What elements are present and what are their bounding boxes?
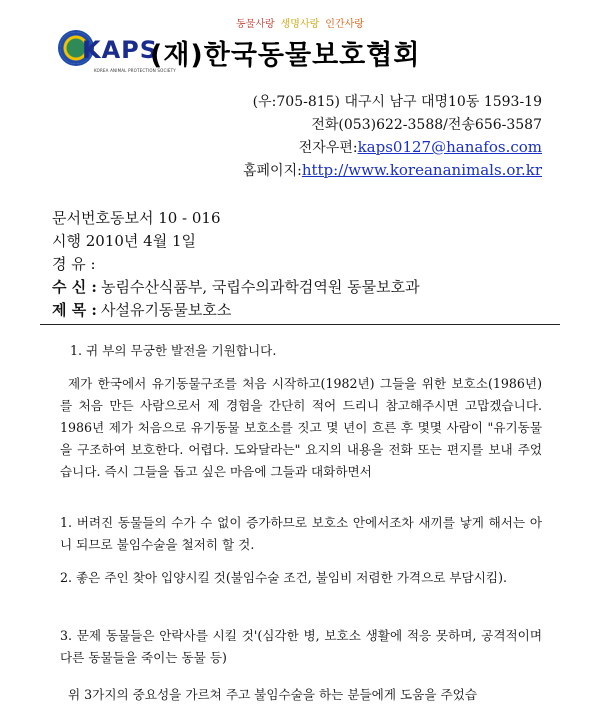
document-number: 문서번호동보서 10 - 016 bbox=[52, 209, 221, 227]
recipient-line bbox=[52, 276, 420, 297]
greeting-text: 1. 귀 부의 무궁한 발전을 기원합니다. bbox=[70, 343, 277, 358]
via-label: 경 유 : bbox=[52, 255, 96, 273]
homepage-link[interactable]: http://www.koreananimals.or.kr bbox=[301, 161, 542, 179]
recipient-value: 농림수산식품부, 국립수의과학검역원 동물보호과 bbox=[100, 278, 420, 296]
item-3-text: 3. 문제 동물들은 안락사를 시킬 것'(심각한 병, 보호소 생활에 적응 못하며, 공격적이며 다른 동물들을 죽이는 동물 등) bbox=[60, 628, 542, 665]
email-label: 전자우편: bbox=[298, 140, 358, 156]
recipient-label: 수 신 : bbox=[52, 278, 97, 296]
kaps-logo bbox=[60, 30, 176, 80]
email-link[interactable]: kaps0127@hanafos.com bbox=[357, 138, 542, 156]
list-item-3 bbox=[60, 625, 542, 669]
item-2-text: 2. 좋은 주인 찾아 입양시킬 것(불임수술 조건, 불임비 저렴한 가격으로 부담시킴). bbox=[60, 570, 508, 585]
tagline-animal-love: 동물사랑 bbox=[236, 19, 275, 30]
organization-name: (재)한국동물보호협회 bbox=[150, 40, 421, 71]
email-line bbox=[299, 137, 542, 157]
homepage-label: 홈페이지: bbox=[243, 163, 302, 179]
tagline-life-love: 생명사랑 bbox=[280, 19, 320, 30]
issue-date: 시행 2010년 4월 1일 bbox=[52, 232, 197, 250]
postal-address: (우:705-815) 대구시 남구 대명10동 1593-19 bbox=[252, 94, 542, 110]
background-text: 제가 한국에서 유기동물구조를 처음 시작하고(1982년) 그들을 위한 보호소(1986년)를 처음 만든 사람으로서 제 경험을 간단히 적어 드리니 참고해주시면 고맙겠습니다. 1986년 제가 처음으로 유기동물 보호소를 짓고 몇 년이 흐른 후 몇몇 사람이 "유기동물을 구조하여 보호한다. 어렵다. 도와달라는" 요지의 내용을 전화 또는 편지를 보내 주었습니다. 즉시 그들을 돕고 싶은 마음에 그들과 대화하면서 bbox=[60, 376, 542, 479]
tagline-human-love: 인간사랑 bbox=[325, 19, 364, 30]
via-line bbox=[52, 253, 96, 274]
subject-label: 제 목 : bbox=[52, 301, 97, 319]
section-divider bbox=[40, 324, 560, 325]
closing-text: 위 3가지의 중요성을 가르쳐 주고 불임수술을 하는 분들에게 도움을 주었습 bbox=[68, 687, 478, 702]
homepage-line bbox=[243, 160, 542, 180]
body-paragraph-2 bbox=[60, 373, 542, 483]
list-item-1 bbox=[60, 512, 542, 556]
logo-text: KAPS bbox=[82, 36, 159, 64]
body-paragraph-3 bbox=[60, 684, 542, 706]
subject-line bbox=[52, 299, 231, 320]
body-paragraph-1 bbox=[70, 340, 550, 362]
subject-value: 사설유기동물보호소 bbox=[100, 301, 232, 319]
logo-subtitle: KOREA ANIMAL PROTECTION SOCIETY bbox=[94, 68, 176, 73]
phone-fax: 전화(053)622-3588/전송656-3587 bbox=[311, 117, 542, 133]
list-item-2 bbox=[60, 567, 542, 589]
item-1-text: 1. 버려진 동물들의 수가 수 없이 증가하므로 보호소 안에서조차 새끼를 낳게 해서는 아니 되므로 불임수술을 철저히 할 것. bbox=[60, 515, 542, 552]
tagline bbox=[236, 15, 364, 30]
